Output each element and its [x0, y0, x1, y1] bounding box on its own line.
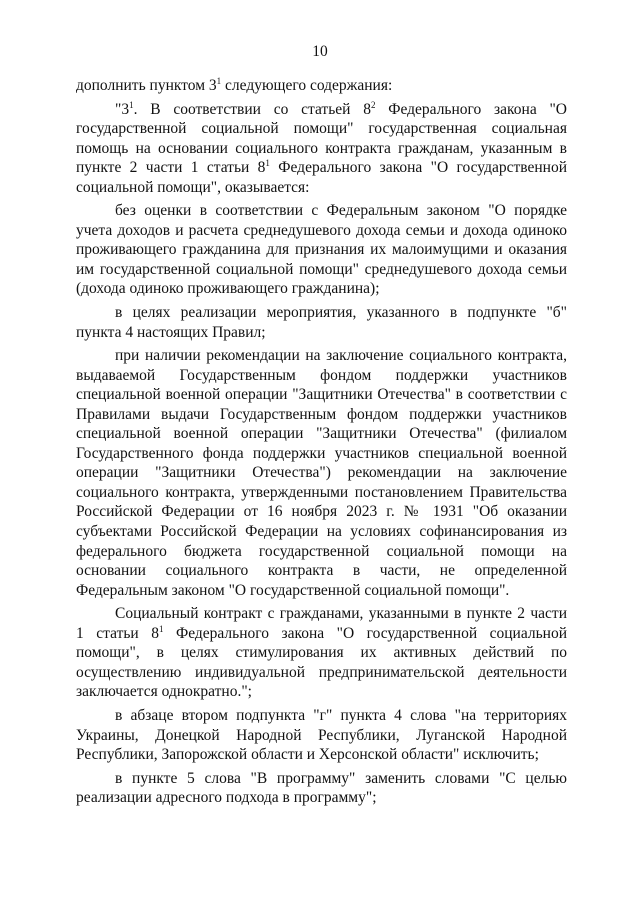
paragraph-text: Федерального закона "О государственной социальной помощи", в целях стимулирования их активных действий по осуществлению индивидуальной предпринимательской деятельности заключается однократно."; [76, 624, 567, 701]
paragraph-text: Социальный контракт с гражданами, указанными в пункте 2 части 1 статьи 8 [76, 605, 567, 642]
paragraph-p8 [76, 769, 567, 808]
paragraph-p2 [76, 100, 567, 198]
page-number: 10 [312, 43, 328, 60]
paragraph-text: в целях реализации мероприятия, указанного в подпункте "б" пункта 4 настоящих Правил; [76, 304, 567, 341]
paragraph-p3 [76, 201, 567, 299]
paragraph-p1 [76, 76, 567, 96]
superscript-index: 2 [370, 99, 376, 110]
paragraph-text: "3 [115, 100, 130, 118]
superscript-index: 1 [265, 158, 270, 169]
paragraph-text: Федерального закона "О государственной социальной помощи" государственная социальная помощь на основании социального контракта гражданам, указанным в пункте 2 части 1 статьи 8 [76, 100, 568, 177]
paragraph-text: без оценки в соответствии с Федеральным законом "О порядке учета доходов и расчета среднедушевого дохода семьи и дохода одиноко проживающего гражданина для признания их малоимущими и оказания им государственной социальной помощи" среднедушевого дохода семьи (дохода одиноко проживающего гражданина); [76, 202, 567, 298]
paragraph-text: . В соответствии со статьей 8 [133, 100, 371, 118]
paragraph-p4 [76, 303, 567, 342]
superscript-index: 1 [129, 99, 134, 110]
paragraph-text: при наличии рекомендации на заключение социального контракта, выдаваемой Государственным фондом поддержки участников специальной военной операции "Защитники Отечества" в соответствии с Правилами выдачи Государственным фондом поддержки участников специальной военной операции "Защитники Отечества" (филиалом Государственного фонда поддержки участников специальной военной операции "Защитники Отечества") рекомендации на заключение социального контракта, утвержденными постановлением Правительства Российской Федерации от 16 ноября 2023 г. № 1931 "Об оказании субъектами Российской Федерации на условиях софинансирования из федерального бюджета государственной социальной помощи на основании социального контракта в части, не определенной Федеральным законом "О государственной социальной помощи". [76, 347, 567, 599]
paragraph-text: дополнить пунктом 3 [76, 77, 217, 94]
paragraph-p7 [76, 706, 567, 765]
paragraph-text: в абзаце втором подпункта "г" пункта 4 слова "на территориях Украины, Донецкой Народной Республики, Луганской Народной Республики, Запорожской области и Херсонской области" исключить; [76, 706, 567, 764]
paragraph-p6 [76, 604, 567, 702]
paragraph-text: следующего содержания: [221, 77, 393, 94]
superscript-index: 1 [216, 76, 222, 86]
document-body [76, 76, 567, 808]
paragraph-text: Федерального закона "О государственной социальной помощи", оказывается: [76, 159, 567, 196]
paragraph-text: в пункте 5 слова "В программу" заменить словами "С целью реализации адресного подхода в программу"; [76, 769, 567, 807]
paragraph-p5 [76, 346, 567, 600]
superscript-index: 1 [158, 623, 164, 634]
